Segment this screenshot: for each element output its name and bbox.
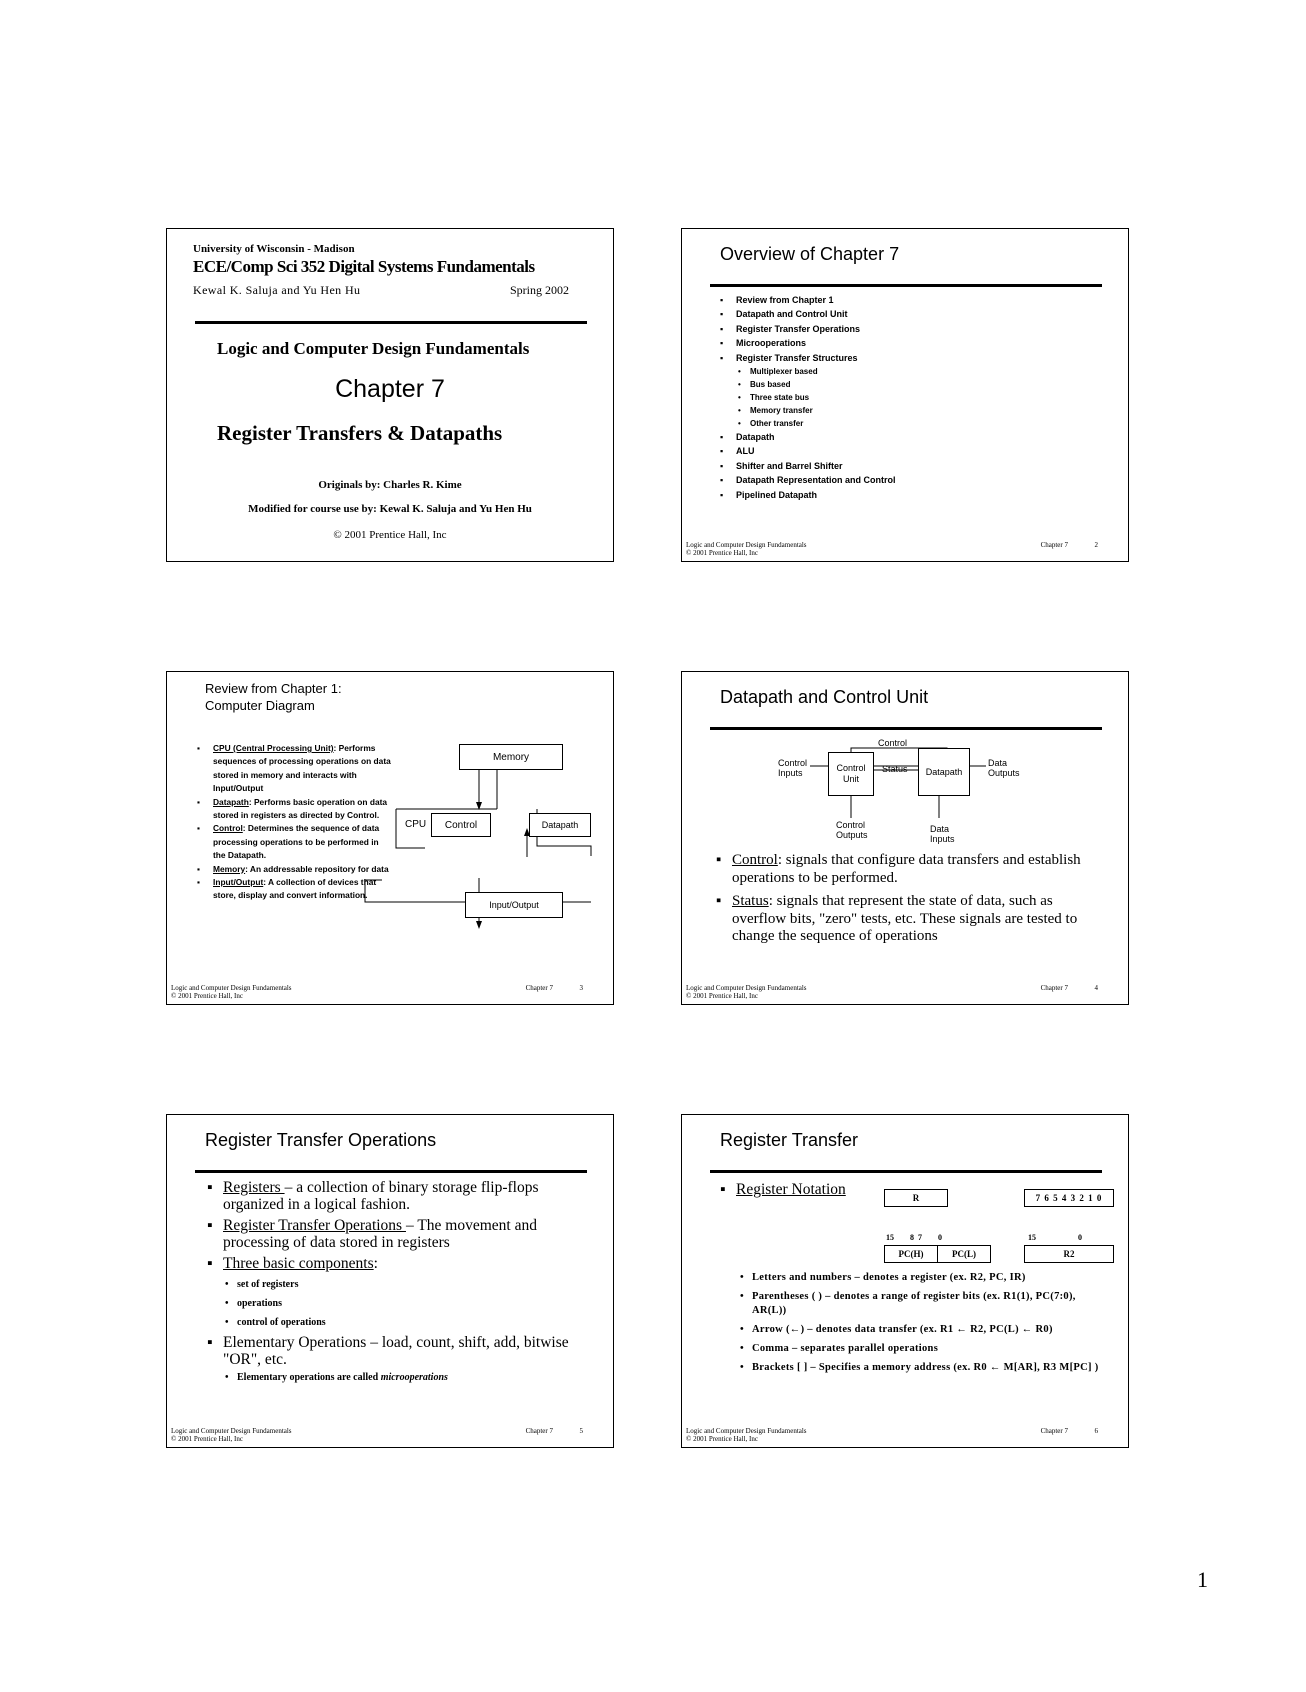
list-item: ▪ Register Transfer Structures: [718, 351, 896, 365]
footer-text: Logic and Computer Design Fundamentals: [171, 984, 292, 992]
slide-number: 4: [1094, 984, 1098, 992]
list-item: ▪ Shifter and Barrel Shifter: [718, 459, 896, 473]
item-text: – The movement and processing of data stored in registers: [223, 1217, 537, 1251]
item-text: : Performs sequences of processing operations on data stored in memory and interacts with Input/Output: [213, 743, 391, 794]
slide-number: 6: [1094, 1427, 1098, 1435]
term: Register Transfer Operations: [223, 1217, 406, 1234]
slide-subtitle: Register Transfers & Datapaths: [217, 421, 503, 445]
slide-footer: [171, 1427, 583, 1443]
slide-title: Datapath and Control Unit: [720, 687, 929, 707]
slide-title: Register Transfer Operations: [205, 1130, 437, 1150]
authors: Kewal K. Saluja and Yu Hen Hu: [193, 283, 361, 297]
page-number: 1: [1197, 1567, 1208, 1592]
computer-diagram: [167, 672, 614, 1005]
list-item: ▪ Datapath: [718, 430, 896, 444]
status-signal-label: Status: [882, 764, 908, 774]
io-box: Input/Output: [465, 892, 563, 918]
footer-text: Logic and Computer Design Fundamentals: [686, 1427, 807, 1435]
term: Memory: [213, 863, 246, 874]
notation-list: [738, 1271, 1110, 1380]
control-signal-label: Control: [878, 738, 908, 748]
cpu-label: CPU: [405, 819, 427, 830]
item-text: :: [373, 1255, 378, 1272]
list-item: ▪ Microoperations: [718, 336, 896, 350]
slide-6: [681, 1114, 1129, 1448]
slide-footer: [686, 541, 1098, 557]
slide-title: Register Transfer: [720, 1130, 859, 1150]
item-text: : An addressable repository for data: [245, 863, 389, 874]
university: University of Wisconsin - Madison: [193, 243, 355, 255]
slide-4: [681, 671, 1129, 1005]
list-item: ▪ Pipelined Datapath: [718, 488, 896, 502]
title-rule: [710, 284, 1102, 287]
footer-copyright: © 2001 Prentice Hall, Inc: [171, 992, 243, 1000]
slide-number: 3: [579, 984, 583, 992]
list-item: • Comma – separates parallel operations: [738, 1342, 1110, 1356]
item-text: – a collection of binary storage flip-flops organized in a logical fashion.: [223, 1179, 539, 1213]
term: Spring 2002: [509, 283, 569, 297]
sub-item: [223, 1371, 581, 1385]
list-item: • Other transfer: [736, 417, 896, 430]
item-text: : Performs basic operation on data stored in registers as directed by Control.: [213, 796, 388, 821]
list-item: [205, 1179, 581, 1213]
book-title: Logic and Computer Design Fundamentals: [217, 339, 530, 358]
term: Control: [213, 823, 243, 834]
footer-copyright: © 2001 Prentice Hall, Inc: [686, 549, 758, 557]
list-item: [205, 1334, 581, 1385]
list-item: [714, 852, 1098, 887]
slide-number: 5: [579, 1427, 583, 1435]
control-outputs-label: Control Outputs: [836, 820, 868, 840]
slide-5: [166, 1114, 614, 1448]
list-item: • Memory transfer: [736, 404, 896, 417]
term: Datapath: [213, 796, 249, 807]
signal-list: [714, 852, 1098, 952]
list-item: ▪ Register Transfer Operations: [718, 322, 896, 336]
register-transfer-list: [205, 1179, 581, 1385]
r2-bit-numbers: 15 0: [1028, 1233, 1082, 1242]
footer-copyright: © 2001 Prentice Hall, Inc: [171, 1435, 243, 1443]
list-item: • Letters and numbers – denotes a register (ex. R2, PC, IR): [738, 1271, 1110, 1285]
list-item: • Parentheses ( ) – denotes a range of register bits (ex. R1(1), PC(7:0), AR(L)): [738, 1290, 1110, 1318]
slide-number: 2: [1094, 541, 1098, 549]
register-notation-heading: ▪ Register Notation: [720, 1181, 846, 1198]
footer-text: Logic and Computer Design Fundamentals: [171, 1427, 292, 1435]
pc-bit-numbers: 15 8 7 0: [886, 1233, 942, 1242]
pc-low-box: PC(L): [937, 1245, 991, 1263]
sub-item: • control of operations: [223, 1313, 581, 1332]
datapath-box: Datapath: [529, 813, 591, 837]
title-rule: [195, 321, 587, 324]
bit-index-box: 7 6 5 4 3 2 1 0: [1024, 1189, 1114, 1207]
list-item: ▪ Review from Chapter 1: [718, 293, 896, 307]
sub-item: • operations: [223, 1294, 581, 1313]
list-item: • Three state bus: [736, 391, 896, 404]
item-text: Elementary Operations – load, count, shift, add, bitwise "OR", etc.: [223, 1334, 569, 1368]
title-rule: [195, 1170, 587, 1173]
datapath-box: Datapath: [918, 748, 970, 796]
item-text: : A collection of devices that store, display and convert information.: [213, 877, 377, 901]
term: Input/Output: [213, 877, 264, 888]
footer-copyright: © 2001 Prentice Hall, Inc: [686, 992, 758, 1000]
slide-2: [681, 228, 1129, 562]
emphasis: microoperations: [380, 1372, 448, 1383]
list-item: ▪ ALU: [718, 444, 896, 458]
title-line-2: Computer Diagram: [205, 698, 315, 713]
course-title: ECE/Comp Sci 352 Digital Systems Fundamentals: [193, 257, 535, 276]
memory-box: Memory: [459, 744, 563, 770]
list-item: [714, 893, 1098, 946]
data-inputs-label: Data Inputs: [930, 824, 955, 844]
slide-footer: [686, 1427, 1098, 1443]
control-unit-box: Control Unit: [828, 752, 874, 796]
term: Control: [732, 852, 778, 868]
register-r-box: R: [884, 1189, 948, 1207]
item-text: : signals that configure data transfers and establish operations to be performed.: [732, 852, 1081, 886]
list-item: • Arrow (←) – denotes data transfer (ex. R1 ← R2, PC(L) ← R0): [738, 1323, 1110, 1337]
slide-1: [166, 228, 614, 562]
title-rule: [710, 1170, 1102, 1173]
sub-item: • set of registers: [223, 1275, 581, 1294]
r2-box: R2: [1024, 1245, 1114, 1263]
list-item: • Multiplexer based: [736, 365, 896, 378]
overview-list: [718, 293, 896, 502]
list-item: ▪ Datapath and Control Unit: [718, 307, 896, 321]
footer-chapter: Chapter 7: [1040, 984, 1068, 992]
term: Status: [732, 893, 769, 909]
item-text: : signals that represent the state of data, such as overflow bits, "zero" tests, etc. These signals are tested to change the sequence of operations: [732, 893, 1078, 944]
sub-text: Elementary operations are called: [237, 1372, 381, 1383]
title-line-1: Review from Chapter 1:: [205, 681, 342, 696]
slide-footer: [171, 984, 583, 1000]
term: Registers: [223, 1179, 285, 1196]
control-box: Control: [431, 813, 491, 837]
footer-chapter: Chapter 7: [525, 984, 553, 992]
modified-credit: Modified for course use by: Kewal K. Saluja and Yu Hen Hu: [248, 503, 532, 515]
footer-text: Logic and Computer Design Fundamentals: [686, 984, 807, 992]
list-item: • Brackets [ ] – Specifies a memory address (ex. R0 ← M[AR], R3 M[PC] ): [738, 1361, 1110, 1375]
list-item: [205, 1255, 581, 1332]
control-unit-diagram: [682, 672, 1129, 1005]
control-inputs-label: Control Inputs: [778, 758, 808, 778]
footer-chapter: Chapter 7: [1040, 1427, 1068, 1435]
slide-footer: [686, 984, 1098, 1000]
chapter-title: Chapter 7: [335, 375, 445, 403]
footer-text: Logic and Computer Design Fundamentals: [686, 541, 807, 549]
footer-chapter: Chapter 7: [525, 1427, 553, 1435]
list-item: [205, 1217, 581, 1251]
term: Three basic components: [223, 1255, 374, 1272]
item-text: : Determines the sequence of data processing operations to be performed in the Datapath.: [213, 823, 380, 861]
footer-copyright: © 2001 Prentice Hall, Inc: [686, 1435, 758, 1443]
slide-3: [166, 671, 614, 1005]
pc-high-box: PC(H): [884, 1245, 938, 1263]
slide-copyright: © 2001 Prentice Hall, Inc: [333, 529, 447, 541]
footer-chapter: Chapter 7: [1040, 541, 1068, 549]
slide-title: Overview of Chapter 7: [720, 244, 900, 264]
list-item: ▪ Datapath Representation and Control: [718, 473, 896, 487]
list-item: • Bus based: [736, 378, 896, 391]
data-outputs-label: Data Outputs: [988, 758, 1020, 778]
originals-credit: Originals by: Charles R. Kime: [318, 479, 462, 491]
notation-text: Register Notation: [736, 1181, 846, 1198]
term: CPU (Central Processing Unit): [213, 743, 334, 753]
